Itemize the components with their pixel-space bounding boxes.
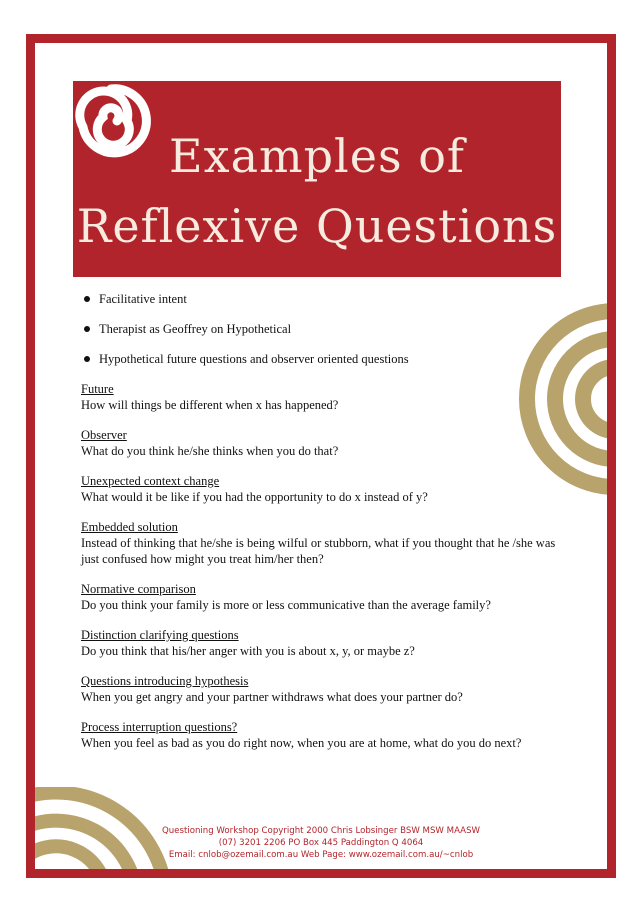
- bullet-text: Facilitative intent: [99, 292, 187, 306]
- bullet-icon: [84, 296, 90, 302]
- section-body: Do you think that his/her anger with you is about x, y, or maybe z?: [81, 644, 415, 658]
- section-heading: Observer: [81, 428, 127, 442]
- footer-copyright: Questioning Workshop Copyright 2000 Chris Lobsinger BSW MSW MAASW: [161, 826, 481, 836]
- list-item: [81, 321, 561, 337]
- section-body: Do you think your family is more or less communicative than the average family?: [81, 598, 491, 612]
- section-heading: Unexpected context change: [81, 474, 220, 488]
- section-body: Instead of thinking that he/she is being wilful or stubborn, what if you thought that he /she was just confused how might you treat him/her then?: [81, 536, 556, 566]
- title-banner: [73, 81, 561, 277]
- section-observer: [81, 427, 561, 459]
- page-title-line-1: Examples of: [169, 129, 465, 183]
- section-heading: Embedded solution: [81, 520, 178, 534]
- section-introducing-hypothesis: [81, 673, 561, 705]
- section-body: When you feel as bad as you do right now, when you are at home, what do you do next?: [81, 736, 522, 750]
- bullet-icon: [84, 356, 90, 362]
- section-body: What do you think he/she thinks when you do that?: [81, 444, 339, 458]
- section-process-interruption: [81, 719, 561, 751]
- footer-address: (07) 3201 2206 PO Box 445 Paddington Q 4064: [218, 838, 424, 848]
- section-heading: Normative comparison: [81, 582, 196, 596]
- list-item: [81, 291, 561, 307]
- section-embedded-solution: [81, 519, 561, 567]
- section-heading: Questions introducing hypothesis: [81, 674, 249, 688]
- section-unexpected-context-change: [81, 473, 561, 505]
- section-heading: Distinction clarifying questions: [81, 628, 239, 642]
- list-item: [81, 351, 561, 367]
- bullet-icon: [84, 326, 90, 332]
- bullet-list: [81, 291, 561, 367]
- bullet-text: Hypothetical future questions and observer oriented questions: [99, 352, 409, 366]
- section-distinction-clarifying: [81, 627, 561, 659]
- footer: [35, 825, 607, 861]
- footer-contact: Email: cnlob@ozemail.com.au Web Page: www.ozemail.com.au/~cnlob: [168, 850, 474, 860]
- section-body: What would it be like if you had the opportunity to do x instead of y?: [81, 490, 428, 504]
- section-heading: Process interruption questions?: [81, 720, 238, 734]
- page-title-line-2: Reflexive Questions: [76, 199, 558, 253]
- content-area: [81, 291, 561, 765]
- bullet-text: Therapist as Geoffrey on Hypothetical: [99, 322, 292, 336]
- section-heading: Future: [81, 382, 114, 396]
- section-normative-comparison: [81, 581, 561, 613]
- page-frame: [26, 34, 616, 878]
- section-future: [81, 381, 561, 413]
- section-body: How will things be different when x has happened?: [81, 398, 339, 412]
- section-body: When you get angry and your partner withdraws what does your partner do?: [81, 690, 463, 704]
